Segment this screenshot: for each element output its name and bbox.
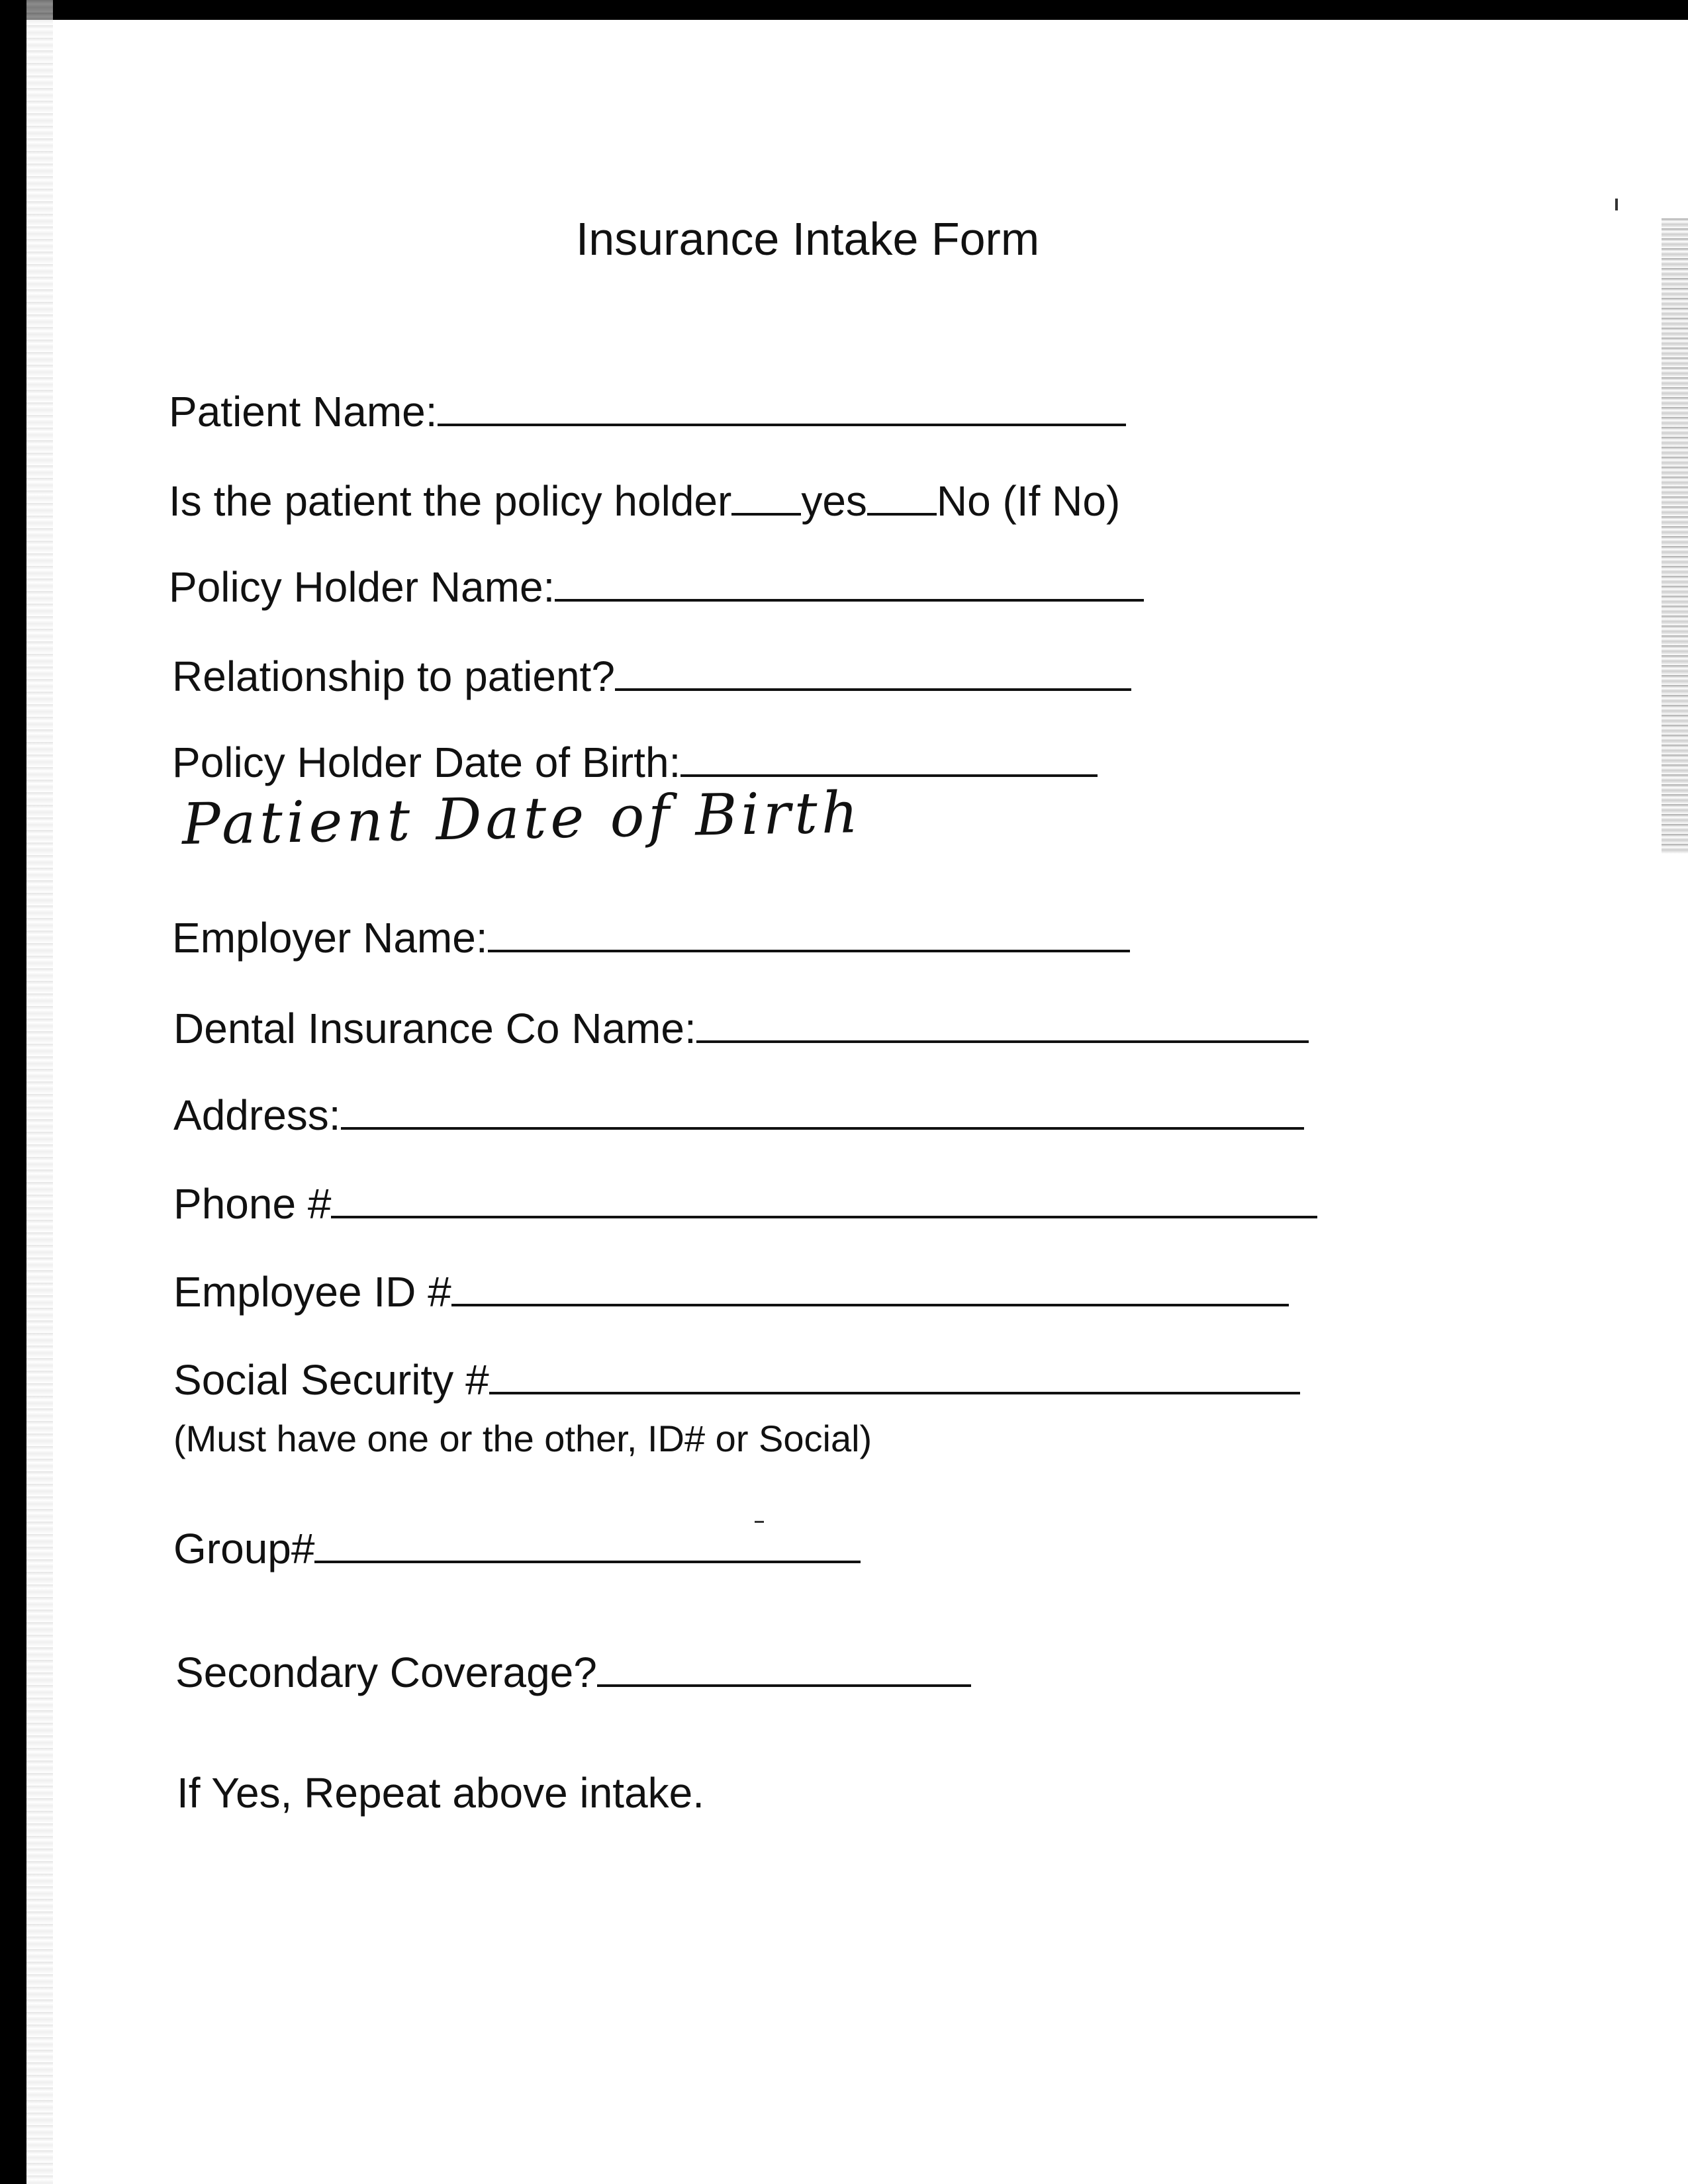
address-label: Address: <box>173 1091 341 1139</box>
group-row <box>173 1521 861 1576</box>
secondary-coverage-row <box>175 1645 971 1700</box>
relationship-label: Relationship to patient? <box>172 653 615 700</box>
policy-holder-yes-label: yes <box>801 477 867 525</box>
policy-holder-no-label: No (If No) <box>936 477 1121 525</box>
policy-holder-name-input[interactable] <box>555 572 1144 602</box>
employee-id-input[interactable] <box>451 1277 1289 1306</box>
dental-insurance-row <box>173 1001 1309 1056</box>
phone-input[interactable] <box>331 1189 1317 1218</box>
patient-name-row <box>169 384 1126 439</box>
social-security-row <box>173 1352 1300 1408</box>
policy-holder-name-label: Policy Holder Name: <box>169 563 555 611</box>
scan-noise-left <box>26 0 53 2184</box>
phone-label: Phone # <box>173 1180 332 1228</box>
policy-holder-question-label: Is the patient the policy holder <box>169 477 732 525</box>
secondary-coverage-label: Secondary Coverage? <box>175 1649 597 1696</box>
policy-holder-name-row <box>169 559 1144 615</box>
dental-insurance-input[interactable] <box>696 1014 1309 1043</box>
scan-border-top <box>0 0 1688 20</box>
group-label: Group# <box>173 1525 315 1572</box>
repeat-intake-text: If Yes, Repeat above intake. <box>177 1769 705 1817</box>
employer-name-row <box>172 910 1130 966</box>
address-input[interactable] <box>341 1101 1304 1130</box>
scan-noise-right <box>1662 218 1688 854</box>
scan-border-left <box>0 0 26 2184</box>
scan-speck <box>1615 199 1618 210</box>
employee-id-row <box>173 1264 1289 1320</box>
repeat-intake-note <box>177 1765 704 1821</box>
social-security-input[interactable] <box>489 1365 1300 1394</box>
form-title: Insurance Intake Form <box>575 213 1040 265</box>
phone-row <box>173 1176 1317 1232</box>
dental-insurance-label: Dental Insurance Co Name: <box>173 1005 696 1052</box>
relationship-row <box>172 649 1131 704</box>
employer-name-label: Employer Name: <box>172 914 488 962</box>
patient-name-input[interactable] <box>438 397 1126 426</box>
group-input[interactable] <box>314 1534 861 1563</box>
relationship-input[interactable] <box>615 662 1131 691</box>
social-security-label: Social Security # <box>173 1356 489 1404</box>
handwritten-annotation: Patient Date of Birth <box>181 780 863 858</box>
secondary-coverage-input[interactable] <box>597 1658 971 1687</box>
patient-name-label: Patient Name: <box>169 388 438 435</box>
address-row <box>173 1087 1304 1143</box>
employer-name-input[interactable] <box>488 923 1130 952</box>
employee-id-label: Employee ID # <box>173 1268 451 1316</box>
policy-holder-question-row <box>169 473 1120 529</box>
policy-holder-dob-row <box>172 735 1098 790</box>
policy-holder-yes-input[interactable] <box>731 486 801 516</box>
policy-holder-dob-input[interactable] <box>680 748 1098 777</box>
policy-holder-dob-label: Policy Holder Date of Birth: <box>172 739 681 786</box>
policy-holder-no-input[interactable] <box>867 486 937 516</box>
id-or-social-note: (Must have one or the other, ID# or Social) <box>173 1418 872 1459</box>
